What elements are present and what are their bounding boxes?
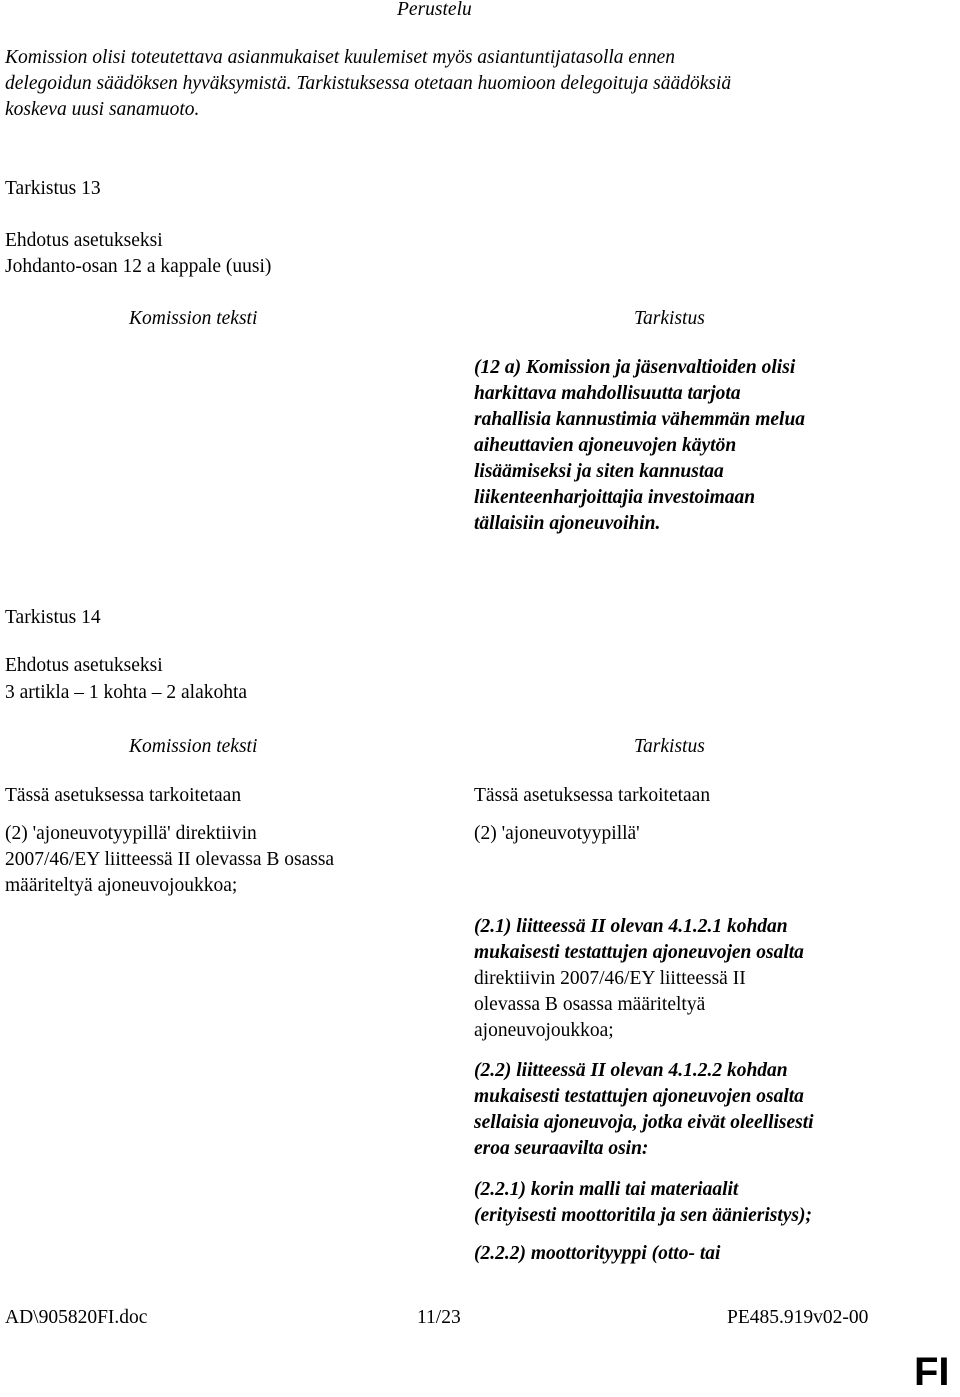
commission-definition bbox=[5, 821, 334, 899]
justification-line: Komission olisi toteutettava asianmukaiset kuulemiset myös asiantuntijatasolla ennen bbox=[5, 47, 675, 68]
amendment-line: tällaisiin ajoneuvoihin. bbox=[474, 513, 661, 534]
language-code: FI bbox=[914, 1350, 950, 1394]
commission-intro: Tässä asetuksessa tarkoitetaan bbox=[5, 785, 242, 806]
amendment-line: aiheuttavien ajoneuvojen käytön bbox=[474, 435, 737, 456]
amendment-line: eroa seuraavilta osin: bbox=[474, 1138, 649, 1159]
amendment-item-2-2-2: (2.2.2) moottorityyppi (otto- tai bbox=[474, 1243, 721, 1264]
amendment-13-title: Tarkistus 13 bbox=[5, 178, 101, 199]
amendment-line: harkittava mahdollisuutta tarjota bbox=[474, 383, 741, 404]
commission-line: (2) 'ajoneuvotyypillä' direktiivin bbox=[5, 823, 257, 844]
amendment-line: (2.1) liitteessä II olevan 4.1.2.1 kohdan bbox=[474, 916, 788, 937]
amendment-line: liikenteenharjoittajia investoimaan bbox=[474, 487, 756, 508]
amendment-item-2-1 bbox=[474, 914, 804, 1044]
commission-line: määriteltyä ajoneuvojoukkoa; bbox=[5, 875, 238, 896]
footer-doc-ref: AD\905820FI.doc bbox=[5, 1307, 148, 1328]
amendment-intro: Tässä asetuksessa tarkoitetaan bbox=[474, 785, 711, 806]
amendment-14-proposal: Ehdotus asetukseksi bbox=[5, 655, 163, 676]
commission-line: 2007/46/EY liitteessä II olevassa B osassa bbox=[5, 849, 335, 870]
amendment-line: (erityisesti moottoritila ja sen äänieristys); bbox=[474, 1205, 812, 1226]
justification-text bbox=[5, 45, 935, 123]
justification-heading: Perustelu bbox=[397, 0, 472, 20]
amendment-line: sellaisia ajoneuvoja, jotka eivät oleellisesti bbox=[474, 1112, 814, 1133]
amendment-line: lisäämiseksi ja siten kannustaa bbox=[474, 461, 724, 482]
amendment-line: (2.2) liitteessä II olevan 4.1.2.2 kohdan bbox=[474, 1060, 788, 1081]
justification-line: koskeva uusi sanamuoto. bbox=[5, 99, 200, 120]
amendment-14-reference: 3 artikla – 1 kohta – 2 alakohta bbox=[5, 682, 248, 703]
amendment-line: (12 a) Komission ja jäsenvaltioiden olisi bbox=[474, 357, 796, 378]
amendment-14-title: Tarkistus 14 bbox=[5, 607, 101, 628]
amendment-line: mukaisesti testattujen ajoneuvojen osalta bbox=[474, 1086, 804, 1107]
amendment-13-amendment-header: Tarkistus bbox=[634, 308, 705, 329]
footer-doc-code: PE485.919v02-00 bbox=[727, 1307, 869, 1328]
amendment-line: rahallisia kannustimia vähemmän melua bbox=[474, 409, 806, 430]
amendment-14-commission-header: Komission teksti bbox=[129, 736, 258, 757]
amendment-item-2: (2) 'ajoneuvotyypillä' bbox=[474, 823, 640, 844]
amendment-13-commission-header: Komission teksti bbox=[129, 308, 258, 329]
amendment-line: mukaisesti testattujen ajoneuvojen osalta bbox=[474, 942, 804, 963]
amendment-line: direktiivin 2007/46/EY liitteessä II bbox=[474, 968, 746, 989]
justification-line: delegoidun säädöksen hyväksymistä. Tarkistuksessa otetaan huomioon delegoituja säädöksiä bbox=[5, 73, 732, 94]
amendment-line: ajoneuvojoukkoa; bbox=[474, 1020, 614, 1041]
amendment-13-proposal: Ehdotus asetukseksi bbox=[5, 230, 163, 251]
amendment-14-amendment-header: Tarkistus bbox=[634, 736, 705, 757]
amendment-line: (2.2.1) korin malli tai materiaalit bbox=[474, 1179, 739, 1200]
amendment-13-reference: Johdanto-osan 12 a kappale (uusi) bbox=[5, 256, 272, 277]
footer-page-number: 11/23 bbox=[417, 1307, 461, 1328]
amendment-item-2-2-1 bbox=[474, 1177, 812, 1229]
amendment-13-text bbox=[474, 355, 805, 537]
amendment-item-2-2 bbox=[474, 1058, 814, 1162]
amendment-line: olevassa B osassa määriteltyä bbox=[474, 994, 706, 1015]
